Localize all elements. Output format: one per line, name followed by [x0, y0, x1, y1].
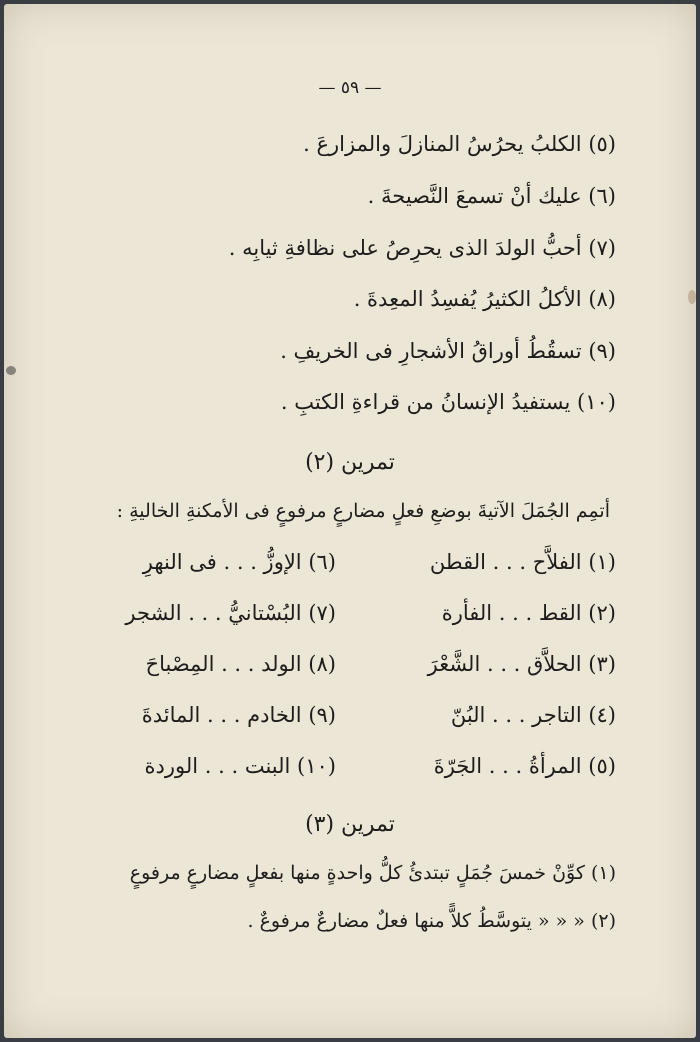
exercise-2-item-10: (١٠) البنت . . . الوردة — [144, 754, 336, 778]
page-stain — [688, 290, 696, 304]
exercise-2-item-7: (٧) البُسْتانيُّ . . . الشجر — [125, 601, 336, 625]
exercise-2-item-1: (١) الفلاَّح . . . القطن — [429, 550, 616, 574]
exercise-2-item-9: (٩) الخادم . . . المائدةَ — [141, 703, 336, 727]
page-blemish — [6, 366, 16, 375]
exercise-2-instruction: أتمِم الجُمَلَ الآتيةَ بوضعِ فعلٍ مضارعٍ مرفوعٍ فى الأمكنةِ الخاليةِ : — [116, 500, 610, 522]
exercise-2-item-2: (٢) القط . . . الفأرة — [441, 601, 616, 625]
sentence-7: (٧) أحبُّ الولدَ الذى يحرِصُ على نظافةِ ثيابِه . — [228, 236, 616, 260]
page-number: — ٥٩ — — [318, 78, 382, 98]
exercise-2-item-8: (٨) الولد . . . المِصْباحَ — [145, 652, 336, 676]
exercise-2-item-4: (٤) التاجر . . . البُنّ — [450, 703, 616, 727]
exercise-3-item-2: (٢) « « « يتوسَّطُ كلاًّ منها فعلٌ مضارعٌ مرفوعٌ . — [247, 910, 616, 932]
exercise-3-item-1: (١) كوِّنْ خمسَ جُمَلٍ تبتدئُ كلُّ واحدةٍ منها بفعلٍ مضارعٍ مرفوعٍ — [129, 862, 616, 884]
sentence-10: (١٠) يستفيدُ الإنسانُ من قراءةِ الكتبِ . — [280, 390, 616, 414]
exercise-3-title: تمرين (٣) — [305, 812, 395, 837]
exercise-2-item-3: (٣) الحلاَّق . . . الشَّعْرَ — [427, 652, 616, 676]
exercise-2-item-5: (٥) المرأةُ . . . الجَرّةَ — [433, 754, 616, 778]
exercise-2-title: تمرين (٢) — [305, 450, 395, 475]
book-page — [4, 4, 696, 1038]
sentence-8: (٨) الأكلُ الكثيرُ يُفسِدُ المعِدةَ . — [353, 287, 616, 311]
exercise-2-item-6: (٦) الإوزُّ . . . فى النهرِ — [142, 550, 336, 574]
sentence-9: (٩) تسقُطُ أوراقُ الأشجارِ فى الخريفِ . — [280, 339, 616, 363]
sentence-5: (٥) الكلبُ يحرُسُ المنازلَ والمزارعَ . — [303, 132, 616, 156]
sentence-6: (٦) عليك أنْ تسمعَ النَّصيحةَ . — [367, 184, 616, 208]
